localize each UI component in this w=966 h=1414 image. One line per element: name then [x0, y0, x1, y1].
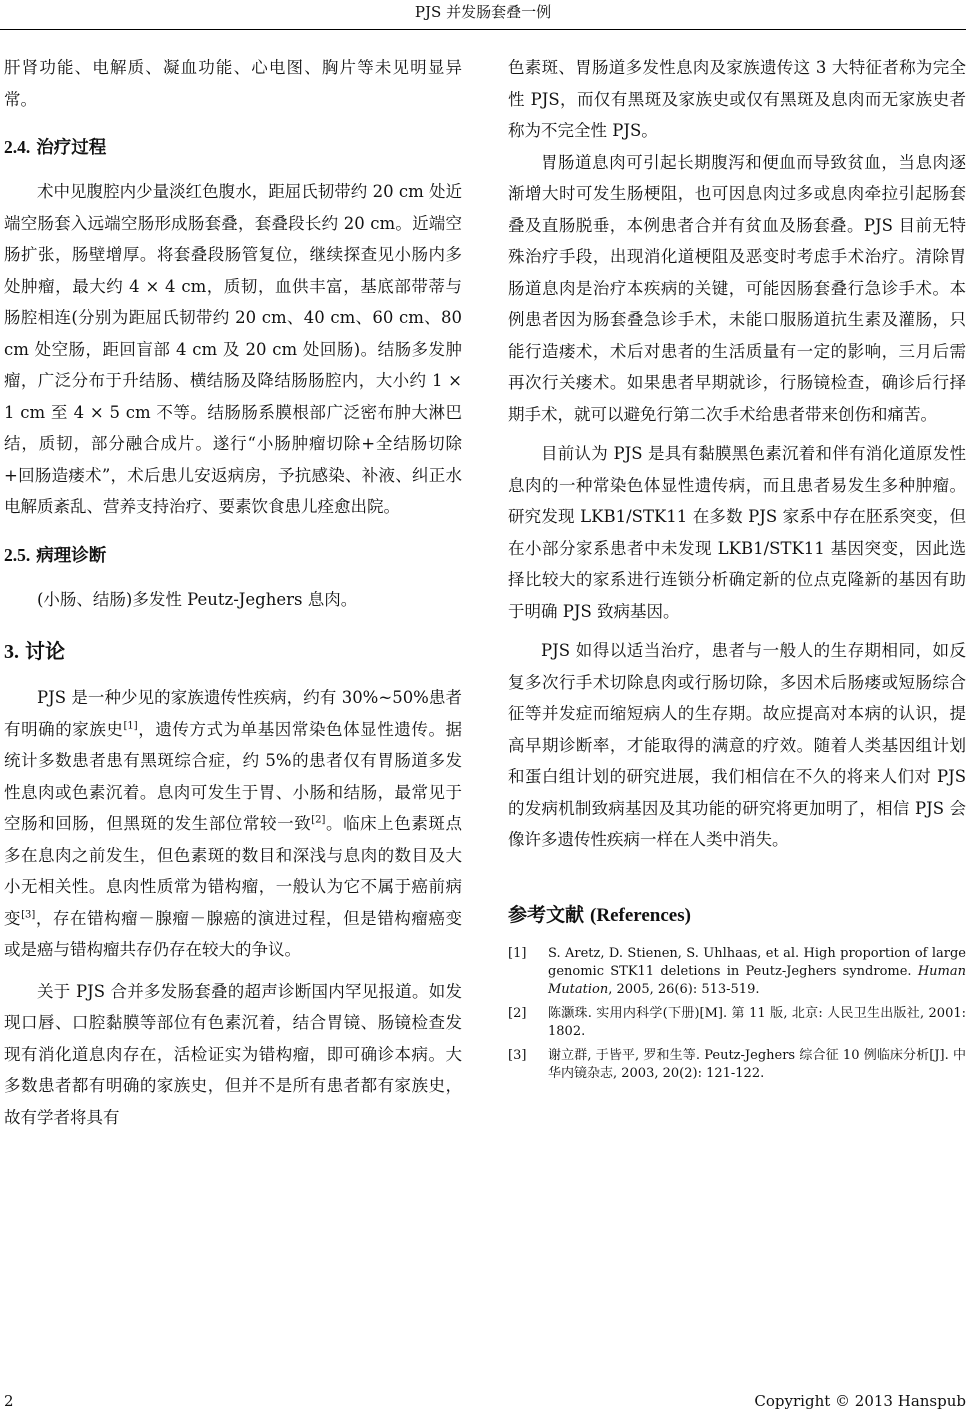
reference-body: S. Aretz, D. Stienen, S. Uhlhaas, et al. High proportion of large genomic STK11 deletions in Peutz-Jeghers syndrome. — [548, 945, 966, 979]
paragraph-classification: 色素斑、胃肠道多发性息肉及家族遗传这 3 大特征者称为完全性 PJS，而仅有黑斑及家族史或仅有黑斑及息肉而无家族史者称为不完全性 PJS。 — [508, 58, 966, 140]
reference-text: 谢立群, 于皆平, 罗和生等. Peutz-Jeghers 综合征 10 例临床分析[J]. 中华内镜杂志, 2003, 20(2): 121-122. — [548, 1047, 966, 1081]
paragraph-prognosis: PJS 如得以适当治疗，患者与一般人的生存期相同，如反复多次行手术切除息肉或行肠切除，多因术后肠瘘或短肠综合征等并发症而缩短病人的生存期。故应提高对本病的认识，提高早期诊断率，才能取得的满意的疗效。随着人类基因组计划和蛋白组计划的研究进展，我们相信在不久的将来人们对 PJS 的发病机制致病基因及其功能的研究将更加明了，相信 PJS 会像许多遗传性疾病一样在人类中消失。 — [508, 641, 966, 849]
paragraph-diagnosis: 关于 PJS 合并多发肠套叠的超声诊断国内罕见报道。如发现口唇、口腔黏膜等部位有色素沉着，结合胃镜、肠镜检查发现有消化道息肉存在，活检证实为错构瘤，即可确诊本病。大多数患者都有明确的家族史，但并不是所有患者都有家族史，故有学者将具有 — [4, 981, 462, 1127]
reference-number: [2] — [508, 1005, 527, 1021]
right-column — [508, 52, 966, 1089]
paragraph-treatment: 术中见腹腔内少量淡红色腹水，距屈氏韧带约 20 cm 处近端空肠套入远端空肠形成肠套叠，套叠段长约 20 cm。近端空肠扩张，肠壁增厚。将套叠段肠管复位，继续探查见小肠内多处肿瘤，最大约 4 × 4 cm，质韧，血供丰富，基底部带蒂与肠腔相连(分别为距屈氏韧带约 20 cm、40 cm、60 cm、80 cm 处空肠，距回盲部 4 cm 及 20 cm 处回肠)。结肠多发肿瘤，广泛分布于升结肠、横结肠及降结肠肠腔内，大小约 1 × 1 cm 至 4 × 5 cm 不等。结肠肠系膜根部广泛密布肿大淋巴结，质韧，部分融合成片。遂行“小肠肿瘤切除+全结肠切除+回肠造瘘术”，术后患儿安返病房，予抗感染、补液、纠正水电解质紊乱、营养支持治疗、要素饮食患儿痊愈出院。 — [4, 182, 462, 516]
paragraph-complications: 胃肠道息肉可引起长期腹泻和便血而导致贫血，当息肉逐渐增大时可发生肠梗阻，也可因息肉过多或息肉牵拉引起肠套叠及直肠脱垂，本例患者合并有贫血及肠套叠。PJS 目前无特殊治疗手段，出现消化道梗阻及恶变时考虑手术治疗。清除胃肠道息肉是治疗本疾病的关键，可能因肠套叠行急诊手术。本例患者因为肠套叠急诊手术，未能口服肠道抗生素及灌肠，只能行造瘘术，术后对患者的生活质量有一定的影响，三月后需再次行关瘘术。如果患者早期就诊，行肠镜检查，确诊后行择期手术，就可以避免行第二次手术给患者带来创伤和痛苦。 — [508, 152, 966, 424]
reference-text — [548, 945, 966, 999]
reference-item — [508, 1005, 966, 1041]
header-divider — [0, 29, 966, 30]
references-title-en: (References) — [590, 904, 691, 926]
reference-number: [3] — [508, 1047, 527, 1063]
reference-item — [508, 1047, 966, 1083]
references-title-cn: 参考文献 — [508, 903, 585, 926]
text-run: 。临床上色素斑点多在息肉之前发生，但色素斑的数目和深浅与息肉的数目及大小无相关性。息肉性质常为错构瘤，一般认为它不属于癌前病变 — [4, 814, 462, 928]
page-number: 2 — [4, 1392, 14, 1410]
citation-ref-2[interactable]: [2] — [311, 814, 326, 826]
paragraph-lab-results: 肝肾功能、电解质、凝血功能、心电图、胸片等未见明显异常。 — [4, 58, 462, 109]
running-title: PJS 并发肠套叠一例 — [414, 3, 552, 21]
section-heading-pathology — [4, 541, 462, 570]
references-heading — [508, 900, 966, 931]
section-number: 3. — [4, 641, 19, 663]
section-title: 讨论 — [25, 639, 65, 663]
citation-ref-3[interactable]: [3] — [21, 909, 36, 920]
paragraph-genetics: 目前认为 PJS 是具有黏膜黑色素沉着和伴有消化道原发性息肉的一种常染色体显性遗传病，而且患者易发生多种肿瘤。研究发现 LKB1/STK11 在多数 PJS 家系中存在胚系突变，但在小部分家系患者中未发现 LKB1/STK11 基因突变，因此选择比较大的家系进行连锁分析确定新的位点克隆新的基因有助于明确 PJS 致病基因。 — [508, 444, 966, 621]
section-title: 病理诊断 — [36, 545, 107, 566]
reference-number: [1] — [508, 945, 527, 961]
paragraph-discussion-intro — [4, 682, 462, 966]
reference-text: 陈灏珠. 实用内科学(下册)[M]. 第 11 版, 北京: 人民卫生出版社, 2001: 1802. — [548, 1005, 966, 1039]
citation-ref-1[interactable]: [1] — [123, 720, 138, 731]
copyright-notice: Copyright © 2013 Hanspub — [754, 1392, 966, 1410]
reference-journal: Human Mutation — [548, 963, 966, 997]
left-column — [4, 52, 462, 1133]
section-number: 2.5. — [4, 544, 31, 565]
reference-item — [508, 945, 966, 999]
paragraph-pathology: (小肠、结肠)多发性 Peutz-Jeghers 息肉。 — [37, 589, 358, 609]
page-footer — [0, 1392, 966, 1412]
text-run: PJS 是一种少见的家族遗传性疾病，约有 30%~50%患者有明确的家族史 — [4, 688, 462, 739]
section-number: 2.4. — [4, 137, 31, 157]
section-title: 治疗过程 — [36, 138, 107, 158]
text-run: ，遗传方式为单基因常染色体显性遗传。据统计多数患者患有黑斑综合症，约 5%的患者仅有胃肠道多发性息肉或色素沉着。息肉可发生于胃、小肠和结肠，最常见于空肠和回肠，但黑斑的发生部位常较一致 — [4, 719, 463, 833]
text-run: ，存在错构瘤－腺瘤－腺癌的演进过程，但是错构瘤癌变或是癌与错构瘤共存仍存在较大的争议。 — [4, 908, 463, 959]
running-header — [0, 0, 966, 30]
section-heading-treatment — [4, 133, 462, 162]
section-heading-discussion — [4, 637, 462, 666]
reference-details: , 2005, 26(6): 513-519. — [608, 981, 760, 997]
